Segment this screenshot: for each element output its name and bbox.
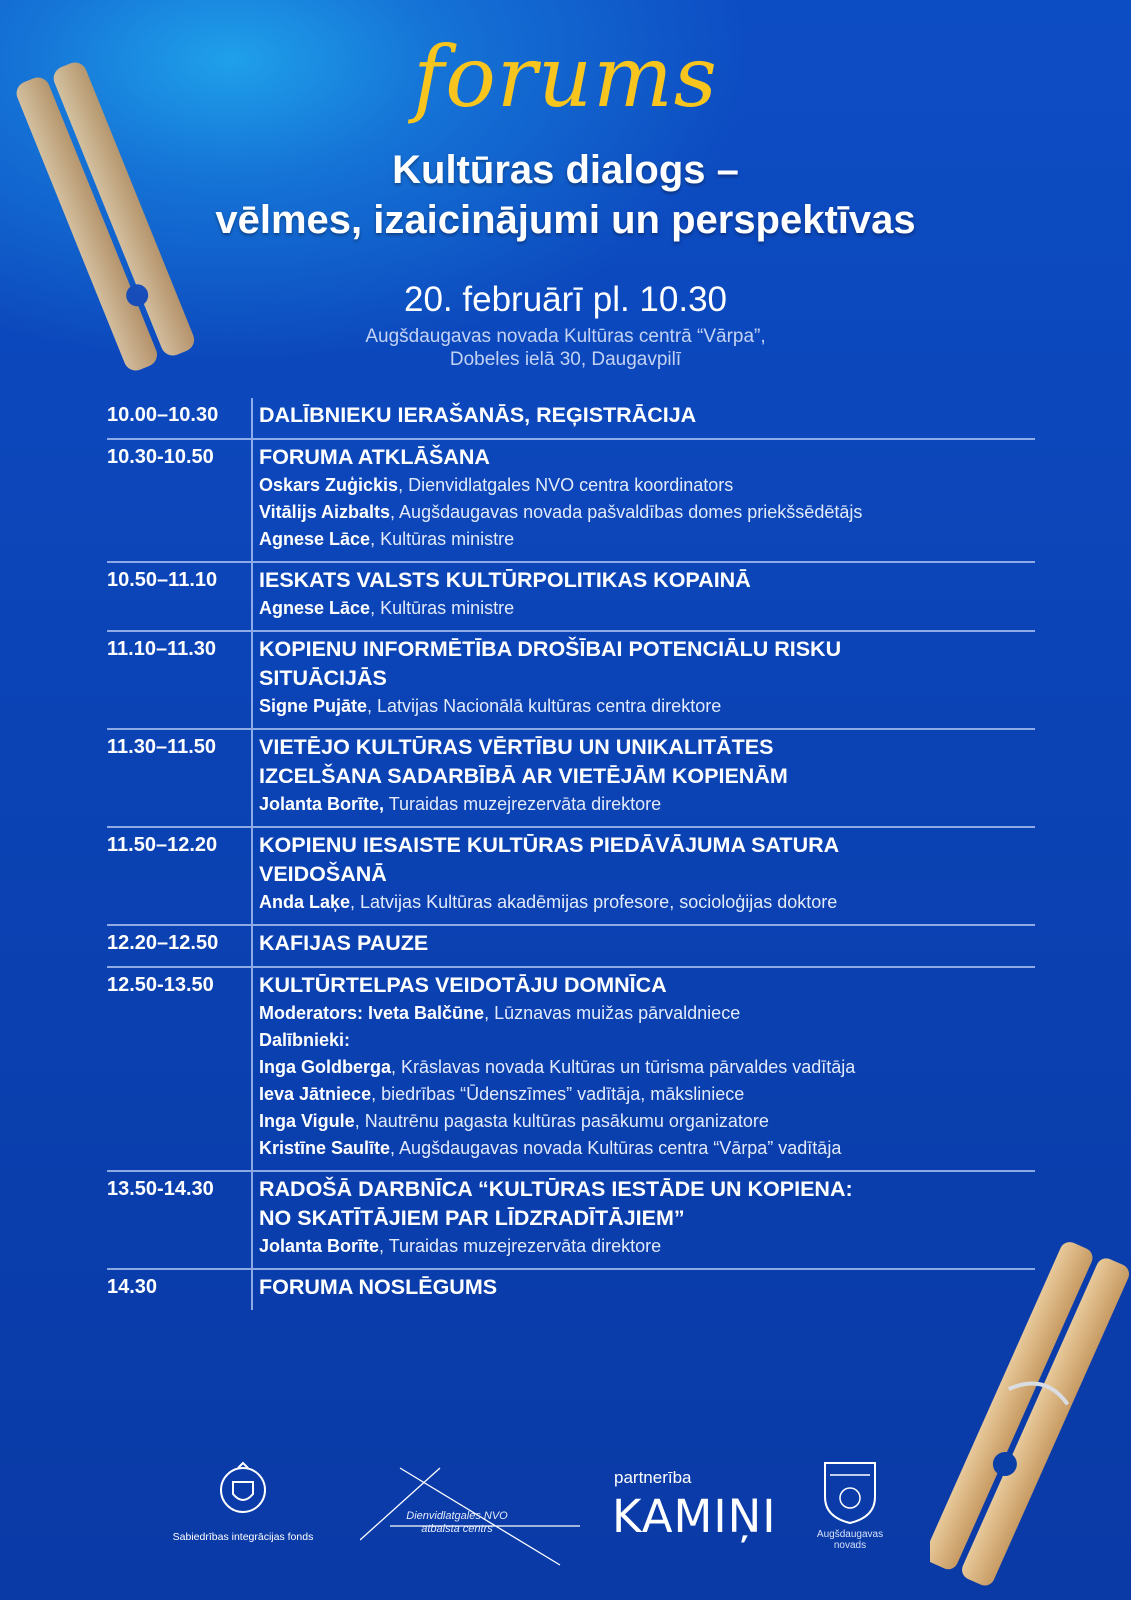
session-title: DALĪBNIEKU IERAŠANĀS, REĢISTRĀCIJA xyxy=(259,403,697,427)
session-title: KOPIENU INFORMĒTĪBA DROŠĪBAI POTENCIĀLU RISKU xyxy=(259,637,842,661)
schedule-content xyxy=(251,632,1035,728)
session-title: KAFIJAS PAUZE xyxy=(259,931,429,955)
speaker-role: , Dienvidlatgales NVO centra koordinators xyxy=(398,475,734,495)
session-title: KOPIENU IESAISTE KULTŪRAS PIEDĀVĀJUMA SATURA xyxy=(259,833,840,857)
partner-label: partnerība xyxy=(614,1468,692,1487)
forum-script-title: forums xyxy=(413,28,718,126)
schedule-time: 12.20–12.50 xyxy=(107,932,219,954)
augsdaugava-logo: Augšdaugavas novads xyxy=(800,1460,900,1551)
schedule-table xyxy=(107,398,1035,1310)
speaker xyxy=(259,1000,1035,1027)
schedule-time: 13.50-14.30 xyxy=(107,1178,214,1200)
speaker xyxy=(259,791,1035,818)
speaker-role: , biedrības “Ūdenszīmes” vadītāja, māksliniece xyxy=(371,1084,745,1104)
speaker xyxy=(259,499,1035,526)
speaker xyxy=(259,1027,1035,1054)
session-title: IZCELŠANA SADARBĪBĀ AR VIETĒJĀM KOPIENĀM xyxy=(259,764,788,788)
schedule-content xyxy=(251,968,1035,1170)
schedule-content xyxy=(251,1172,1035,1268)
schedule-row xyxy=(107,1172,1035,1270)
speaker-name: Signe Pujāte xyxy=(259,696,368,716)
schedule-content xyxy=(251,828,1035,924)
speaker-name: Kristīne Saulīte xyxy=(259,1138,391,1158)
session-title: VEIDOŠANĀ xyxy=(259,862,387,886)
coat-of-arms-icon xyxy=(208,1460,278,1520)
schedule-time: 10.50–11.10 xyxy=(107,569,218,591)
session-title: VIETĒJO KULTŪRAS VĒRTĪBU UN UNIKALITĀTES xyxy=(259,735,774,759)
session-title: FORUMA NOSLĒGUMS xyxy=(259,1275,498,1299)
session-title: KULTŪRTELPAS VEIDOTĀJU DOMNĪCA xyxy=(259,973,667,997)
speaker-name: Vitālijs Aizbalts xyxy=(259,502,391,522)
schedule-time: 11.10–11.30 xyxy=(107,638,217,660)
schedule-time: 12.50-13.50 xyxy=(107,974,214,996)
session-title: FORUMA ATKLĀŠANA xyxy=(259,445,490,469)
session-title: IESKATS VALSTS KULTŪRPOLITIKAS KOPAINĀ xyxy=(259,568,751,592)
speaker xyxy=(259,595,1035,622)
session-title: SITUĀCIJĀS xyxy=(259,666,387,690)
session-title: NO SKATĪTĀJIEM PAR LĪDZRADĪTĀJIEM” xyxy=(259,1206,685,1230)
schedule-row xyxy=(107,563,1035,632)
speaker xyxy=(259,1108,1035,1135)
speaker-role: , Latvijas Nacionālā kultūras centra direktore xyxy=(367,696,722,716)
speaker-role: , Augšdaugavas novada Kultūras centra “Vārpa” vadītāja xyxy=(390,1138,842,1158)
speaker-name: Jolanta Borīte xyxy=(259,1236,380,1256)
speaker-name: Inga Goldberga xyxy=(259,1057,392,1077)
schedule-row xyxy=(107,730,1035,828)
sif-logo: Sabiedrības integrācijas fonds xyxy=(168,1460,318,1543)
schedule-time: 10.30-10.50 xyxy=(107,446,214,468)
municipal-shield-icon xyxy=(820,1460,880,1526)
speaker xyxy=(259,526,1035,553)
speaker-role: , Lūznavas muižas pārvaldniece xyxy=(484,1003,741,1023)
schedule-content xyxy=(251,926,1035,966)
speaker xyxy=(259,1233,1035,1260)
speaker-role: Turaidas muzejrezervāta direktore xyxy=(384,794,662,814)
page-title: Kultūras dialogs – vēlmes, izaicinājumi un perspektīvas xyxy=(215,148,916,242)
speaker-name: Anda Laķe xyxy=(259,892,351,912)
schedule-row xyxy=(107,968,1035,1172)
schedule-content xyxy=(251,563,1035,630)
session-title: RADOŠĀ DARBNĪCA “KULTŪRAS IESTĀDE UN KOPIENA: xyxy=(259,1177,853,1201)
schedule-row xyxy=(107,632,1035,730)
schedule-time: 14.30 xyxy=(107,1276,158,1298)
speaker-name: Inga Vigule xyxy=(259,1111,355,1131)
speaker-role: , Nautrēnu pagasta kultūras pasākumu organizatore xyxy=(354,1111,769,1131)
speaker-name: Ieva Jātniece xyxy=(259,1084,372,1104)
event-date: 20. februārī pl. 10.30 xyxy=(404,280,727,319)
speaker-role: , Augšdaugavas novada pašvaldības domes priekšsēdētājs xyxy=(390,502,863,522)
kamini-logo: KAMIŅI xyxy=(612,1490,777,1543)
speaker-name: Agnese Lāce xyxy=(259,529,371,549)
speaker-name: Oskars Zuģickis xyxy=(259,475,399,495)
speaker xyxy=(259,693,1035,720)
speaker-role: , Latvijas Kultūras akadēmijas profesore, socioloģijas doktore xyxy=(350,892,838,912)
speaker xyxy=(259,889,1035,916)
speaker-role: , Kultūras ministre xyxy=(370,598,515,618)
schedule-content xyxy=(251,440,1035,561)
speaker-name: Agnese Lāce xyxy=(259,598,371,618)
schedule-content xyxy=(251,1270,1035,1310)
schedule-row xyxy=(107,1270,1035,1310)
schedule-time: 11.50–12.20 xyxy=(107,834,218,856)
speaker xyxy=(259,1135,1035,1162)
schedule-row xyxy=(107,926,1035,968)
speaker xyxy=(259,1081,1035,1108)
footer-logos xyxy=(0,1460,1131,1590)
speaker xyxy=(259,472,1035,499)
speaker-name: Moderators: Iveta Balčūne xyxy=(259,1003,485,1023)
schedule-content xyxy=(251,398,1035,438)
schedule-row xyxy=(107,828,1035,926)
speaker-role: , Kultūras ministre xyxy=(370,529,515,549)
schedule-time: 10.00–10.30 xyxy=(107,404,219,426)
speaker-role: , Turaidas muzejrezervāta direktore xyxy=(379,1236,662,1256)
schedule-time: 11.30–11.50 xyxy=(107,736,217,758)
speaker-name: Dalībnieki: xyxy=(259,1030,351,1050)
speaker xyxy=(259,1054,1035,1081)
event-venue: Augšdaugavas novada Kultūras centrā “Vārpa”, Dobeles ielā 30, Daugavpilī xyxy=(365,326,766,370)
speaker-name: Jolanta Borīte, xyxy=(259,794,385,814)
schedule-row xyxy=(107,440,1035,563)
schedule-row xyxy=(107,398,1035,440)
nvo-center-logo: Dienvidlatgales NVO atbalsta centrs xyxy=(360,1460,590,1570)
speaker-role: , Krāslavas novada Kultūras un tūrisma pārvaldes vadītāja xyxy=(391,1057,856,1077)
schedule-content xyxy=(251,730,1035,826)
